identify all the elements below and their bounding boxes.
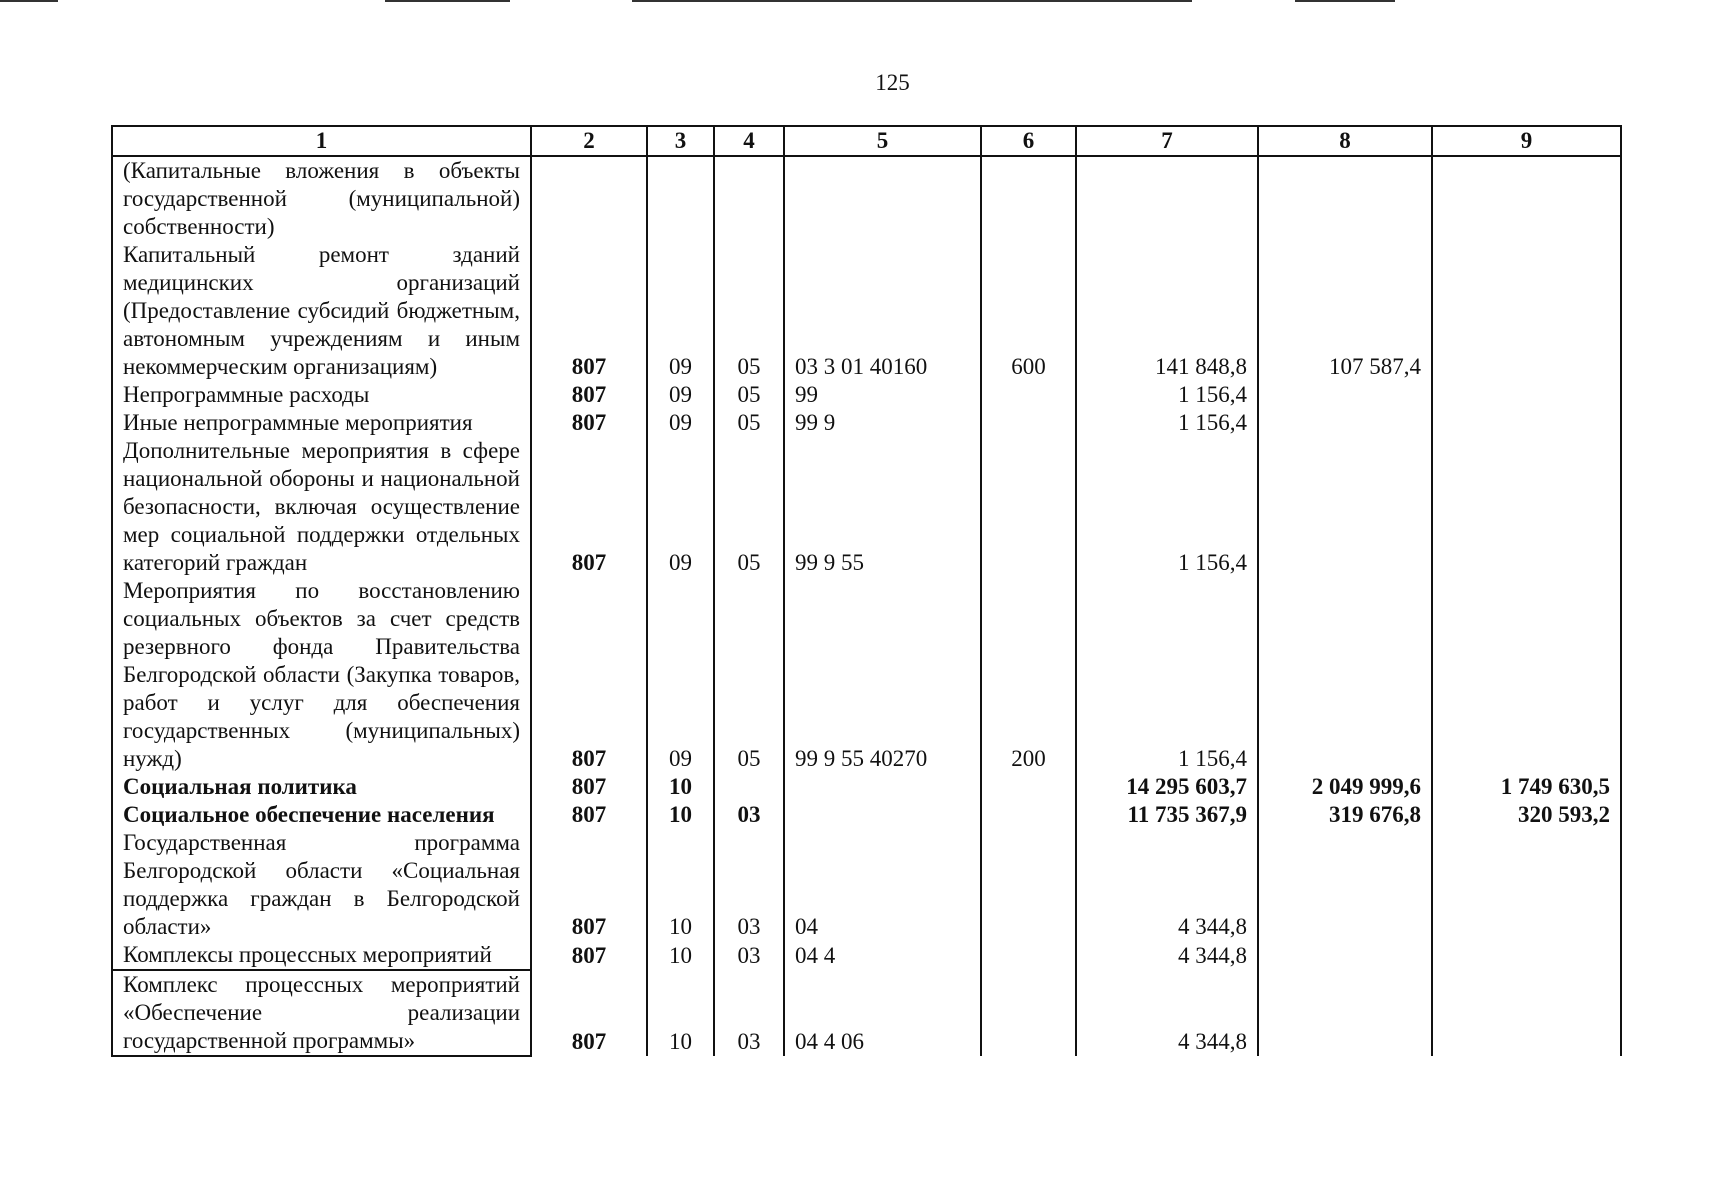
row-target-article: 99 9 [784,409,981,437]
row-amount-8 [1258,156,1432,241]
row-target-article [784,773,981,801]
row-expense-type [981,941,1076,970]
row-code: 807 [531,577,647,773]
row-subsection: 03 [714,941,784,970]
row-amount-8 [1258,577,1432,773]
row-amount-8: 2 049 999,6 [1258,773,1432,801]
row-code: 807 [531,773,647,801]
row-target-article: 99 [784,381,981,409]
row-section: 09 [647,381,714,409]
row-amount-7: 4 344,8 [1076,970,1258,1056]
row-amount-8 [1258,970,1432,1056]
header-cell: 2 [531,126,647,156]
row-section: 09 [647,241,714,381]
row-name: Комплекс процессных мероприятий «Обеспечение реализации государственной программы» [112,970,531,1056]
header-cell: 1 [112,126,531,156]
row-amount-7: 1 156,4 [1076,577,1258,773]
row-subsection [714,773,784,801]
header-cell: 3 [647,126,714,156]
table-row [112,773,1621,801]
row-name: Социальная политика [112,773,531,801]
scan-edge-line [0,0,58,2]
row-target-article: 99 9 55 40270 [784,577,981,773]
row-amount-9: 320 593,2 [1432,801,1621,829]
row-amount-9 [1432,381,1621,409]
row-name: Социальное обеспечение населения [112,801,531,829]
row-amount-9 [1432,577,1621,773]
row-target-article: 99 9 55 [784,437,981,577]
row-amount-9 [1432,829,1621,941]
row-amount-8 [1258,437,1432,577]
header-cell: 8 [1258,126,1432,156]
row-section: 10 [647,773,714,801]
row-section: 10 [647,970,714,1056]
row-amount-9 [1432,437,1621,577]
row-subsection: 05 [714,409,784,437]
row-code [531,156,647,241]
row-amount-8 [1258,829,1432,941]
row-expense-type [981,156,1076,241]
row-expense-type [981,381,1076,409]
row-subsection [714,156,784,241]
row-amount-8: 107 587,4 [1258,241,1432,381]
row-section: 09 [647,577,714,773]
table-row [112,409,1621,437]
row-expense-type [981,773,1076,801]
row-amount-9: 1 749 630,5 [1432,773,1621,801]
header-row [112,126,1621,156]
row-expense-type: 200 [981,577,1076,773]
row-amount-8 [1258,941,1432,970]
budget-table [111,125,1622,1057]
row-target-article [784,156,981,241]
row-amount-8: 319 676,8 [1258,801,1432,829]
row-amount-7: 1 156,4 [1076,381,1258,409]
row-code: 807 [531,381,647,409]
row-code: 807 [531,829,647,941]
row-expense-type [981,437,1076,577]
row-name: Непрограммные расходы [112,381,531,409]
table-row [112,241,1621,381]
row-target-article: 04 [784,829,981,941]
scan-edge-line [385,0,510,2]
row-section: 09 [647,437,714,577]
row-name: Государственная программа Белгородской области «Социальная поддержка граждан в Белгородской области» [112,829,531,941]
row-expense-type [981,970,1076,1056]
row-amount-8 [1258,409,1432,437]
row-amount-7: 141 848,8 [1076,241,1258,381]
row-amount-7 [1076,156,1258,241]
row-amount-9 [1432,941,1621,970]
row-code: 807 [531,970,647,1056]
row-code: 807 [531,437,647,577]
table-row [112,970,1621,1056]
row-subsection: 03 [714,829,784,941]
row-expense-type [981,829,1076,941]
table-row [112,941,1621,970]
row-amount-9 [1432,156,1621,241]
row-section: 10 [647,941,714,970]
row-code: 807 [531,241,647,381]
page-number: 125 [875,70,910,95]
row-target-article: 04 4 [784,941,981,970]
row-amount-7: 1 156,4 [1076,437,1258,577]
row-target-article: 03 3 01 40160 [784,241,981,381]
table-row [112,381,1621,409]
row-target-article: 04 4 06 [784,970,981,1056]
table-row [112,156,1621,241]
scan-edge-line [1295,0,1395,2]
header-cell: 9 [1432,126,1621,156]
header-cell: 4 [714,126,784,156]
row-name: Комплексы процессных мероприятий [112,941,531,970]
row-code: 807 [531,409,647,437]
row-amount-7: 4 344,8 [1076,941,1258,970]
row-name: Мероприятия по восстановлению социальных объектов за счет средств резервного фонда Правительства Белгородской области (Закупка товаров, работ и услуг для обеспечения государственных (муниципальных) нужд) [112,577,531,773]
row-section [647,156,714,241]
row-code: 807 [531,801,647,829]
row-amount-7: 11 735 367,9 [1076,801,1258,829]
row-amount-7: 1 156,4 [1076,409,1258,437]
row-amount-9 [1432,409,1621,437]
row-amount-7: 4 344,8 [1076,829,1258,941]
row-name: Капитальный ремонт зданий медицинских организаций (Предоставление субсидий бюджетным, автономным учреждениям и иным некоммерческим организациям) [112,241,531,381]
row-section: 10 [647,829,714,941]
row-subsection: 05 [714,437,784,577]
row-name: (Капитальные вложения в объекты государственной (муниципальной) собственности) [112,156,531,241]
row-subsection: 05 [714,241,784,381]
header-cell: 7 [1076,126,1258,156]
table-row [112,437,1621,577]
row-subsection: 05 [714,381,784,409]
row-amount-9 [1432,970,1621,1056]
header-cell: 5 [784,126,981,156]
row-section: 09 [647,409,714,437]
row-expense-type [981,409,1076,437]
table-row [112,801,1621,829]
row-amount-7: 14 295 603,7 [1076,773,1258,801]
row-subsection: 03 [714,801,784,829]
row-section: 10 [647,801,714,829]
row-subsection: 05 [714,577,784,773]
scan-edge-line [632,0,1192,2]
table-row [112,577,1621,773]
header-cell: 6 [981,126,1076,156]
row-expense-type: 600 [981,241,1076,381]
row-target-article [784,801,981,829]
row-name: Дополнительные мероприятия в сфере национальной обороны и национальной безопасности, включая осуществление мер социальной поддержки отдельных категорий граждан [112,437,531,577]
row-name: Иные непрограммные мероприятия [112,409,531,437]
row-code: 807 [531,941,647,970]
row-amount-9 [1432,241,1621,381]
row-expense-type [981,801,1076,829]
row-subsection: 03 [714,970,784,1056]
row-amount-8 [1258,381,1432,409]
table-row [112,829,1621,941]
